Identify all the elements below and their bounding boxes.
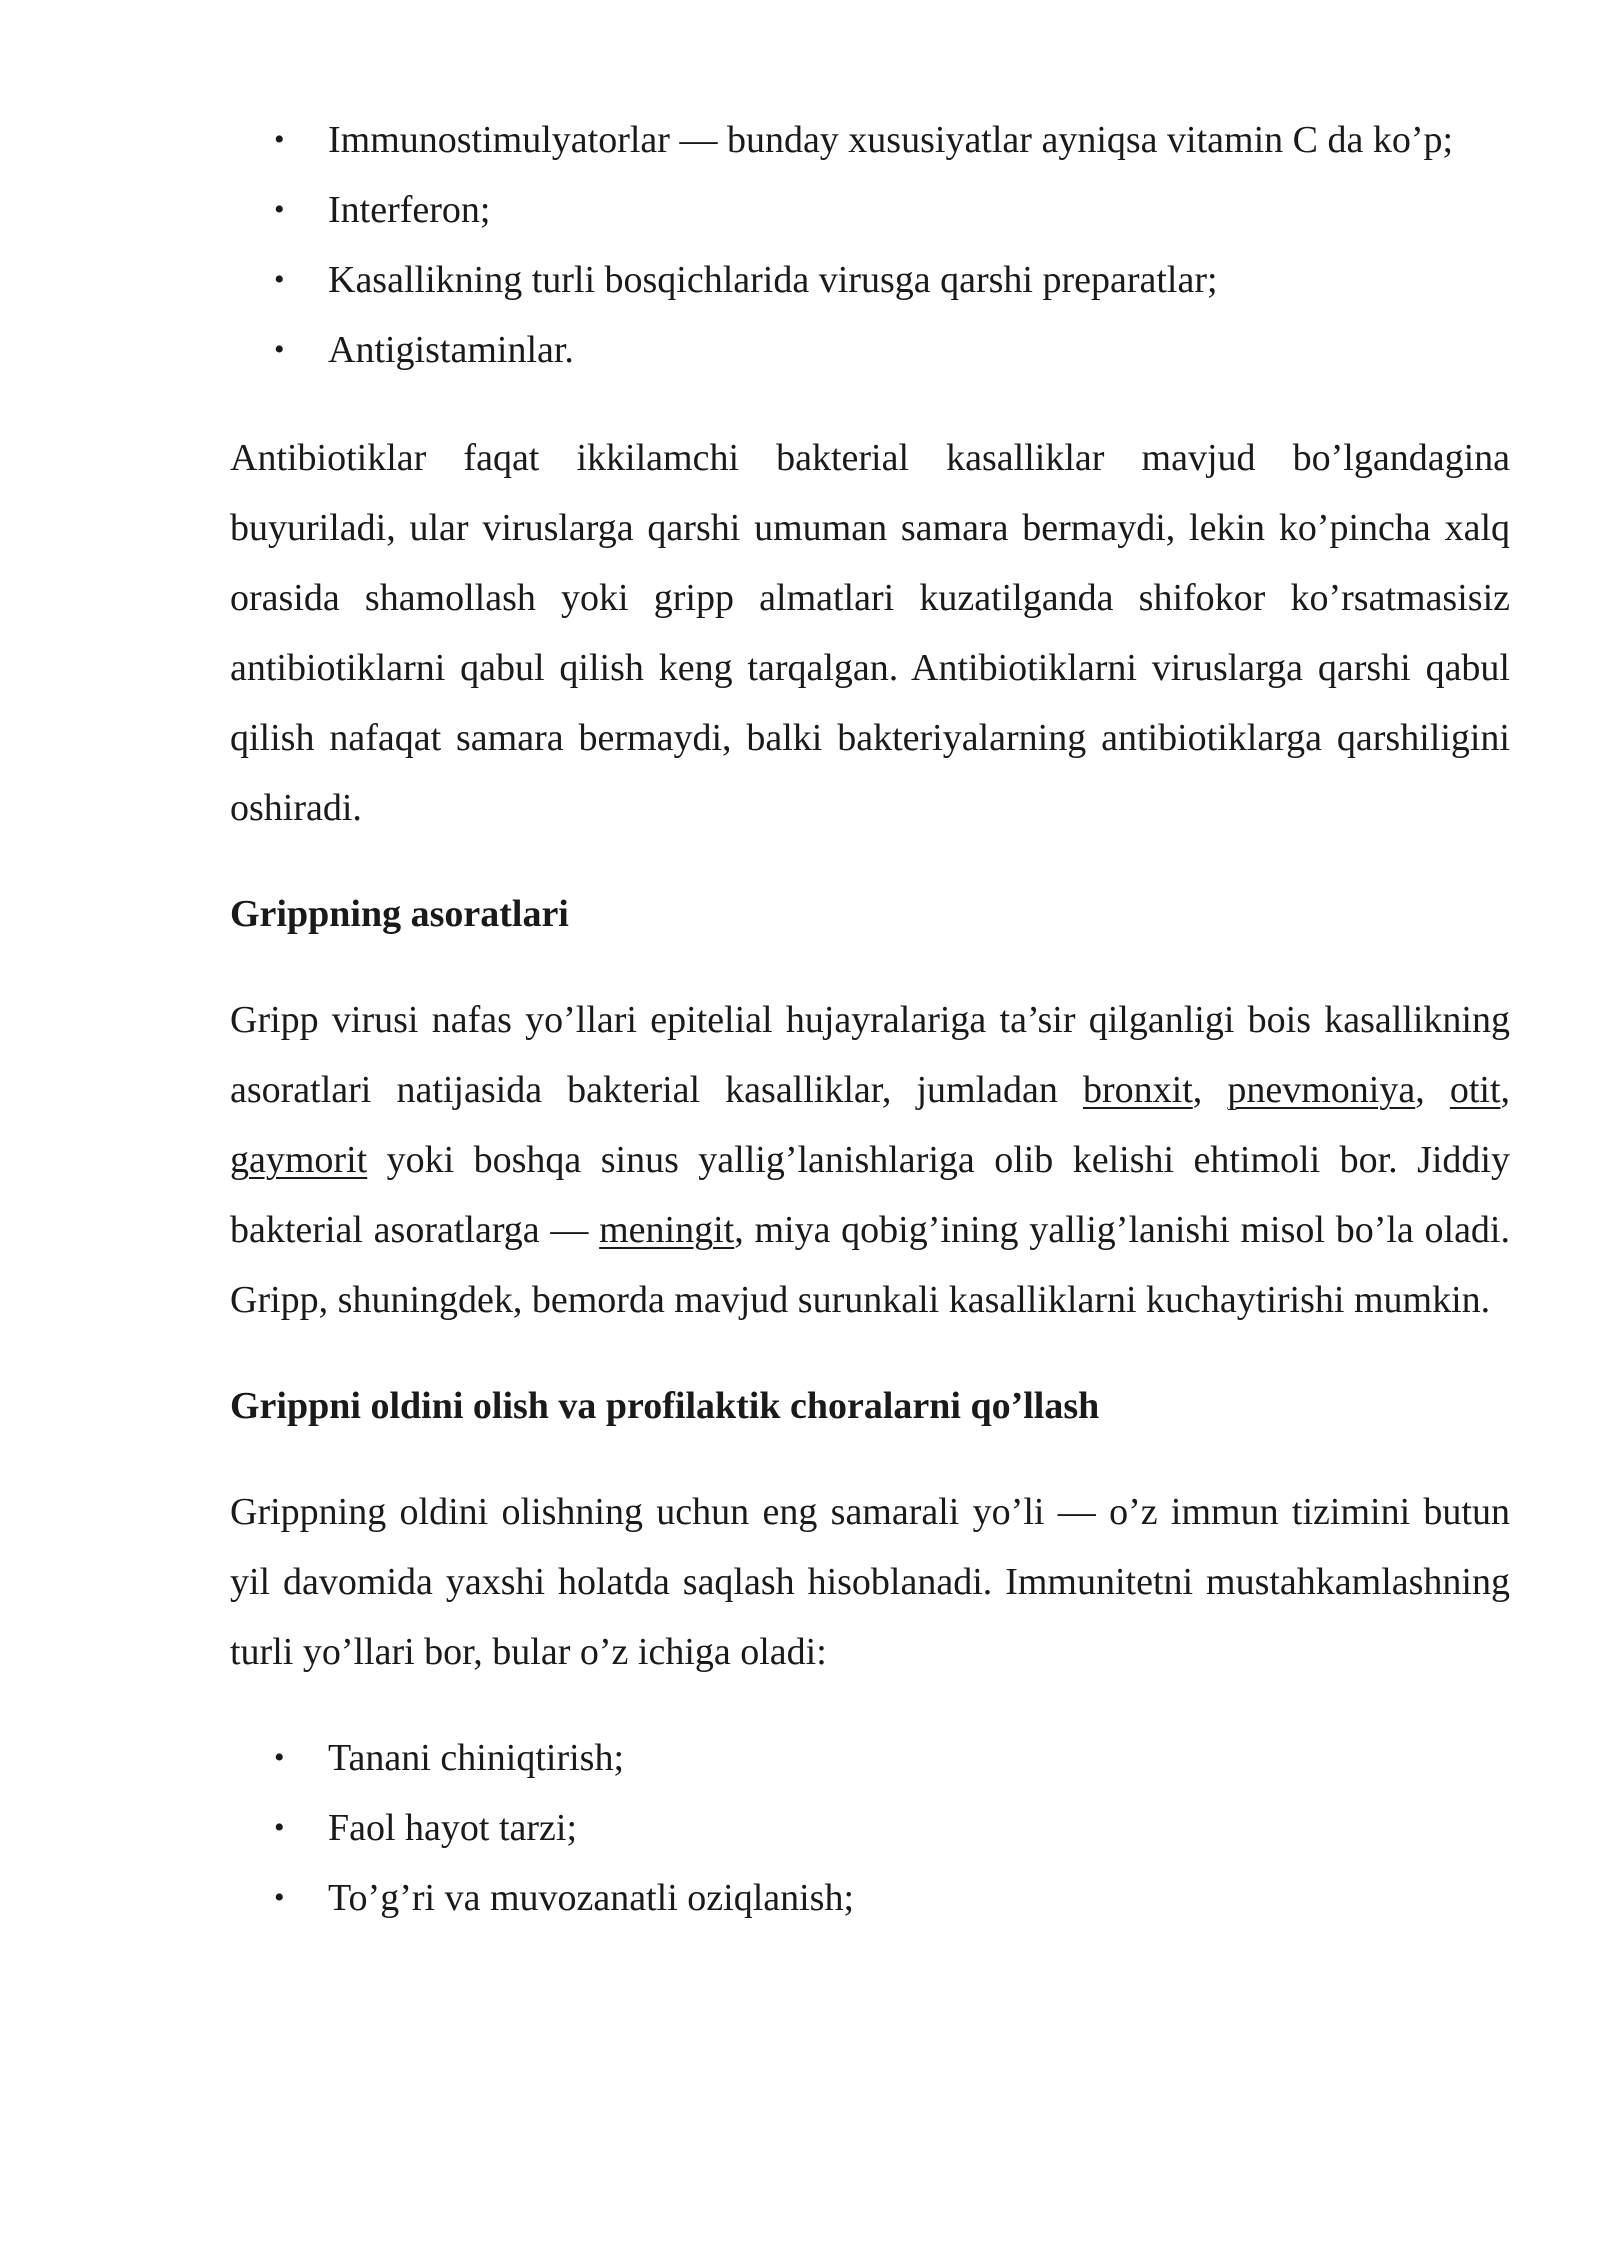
list-item: • Immunostimulyatorlar — bunday xususiyatlar ayniqsa vitamin C da ko’p; [230,105,1510,175]
link-gaymorit[interactable]: gaymorit [230,1139,368,1181]
bullet-icon: • [274,193,285,226]
list-item: • To’g’ri va muvozanatli oziqlanish; [230,1863,1510,1933]
bullet-icon: • [274,333,285,366]
complications-heading: Grippning asoratlari [230,893,569,935]
bullet-icon: • [274,263,285,296]
bullet-icon: • [274,1881,285,1914]
list-item: • Antigistaminlar. [230,315,1510,385]
prevention-heading: Grippni oldini olish va profilaktik choralarni qo’llash [230,1385,1100,1427]
list-item: • Kasallikning turli bosqichlarida virusga qarshi preparatlar; [230,245,1510,315]
bullet-icon: • [274,1741,285,1774]
complications-paragraph: Gripp virusi nafas yo’llari epitelial hujayralariga ta’sir qilganligi bois kasallikning asoratlari natijasida bakterial kasalliklar, jumladan bronxit, pnevmoniya, otit, gaymorit yoki boshqa sinus yallig’lanishlariga olib kelishi ehtimoli bor. Jiddiy bakterial asoratlarga — meningit, miya qobig’ining yallig’lanishi misol bo’la oladi. Gripp, shuningdek, bemorda mavjud surunkali kasalliklarni kuchaytirishi mumkin. [230,999,1511,1321]
bullet-icon: • [274,123,285,156]
list-item: • Interferon; [230,175,1510,245]
immunity-list [230,1723,1510,1933]
bullet-icon: • [274,1811,285,1844]
list-item: • Tanani chiniqtirish; [230,1723,1510,1793]
antibiotics-paragraph: Antibiotiklar faqat ikkilamchi bakterial kasalliklar mavjud bo’lgandagina buyuriladi, ular viruslarga qarshi umuman samara bermaydi, lekin ko’pincha xalq orasida shamollash yoki gripp almatlari kuzatilganda shifokor ko’rsatmasisiz antibiotiklarni qabul qilish keng tarqalgan. Antibiotiklarni viruslarga qarshi qabul qilish nafaqat samara bermaydi, balki bakteriyalarning antibiotiklarga qarshiligini oshiradi. [230,437,1510,829]
treatment-list [230,105,1510,385]
link-pnevmoniya[interactable]: pnevmoniya [1227,1069,1416,1111]
list-item: • Faol hayot tarzi; [230,1793,1510,1863]
link-otit[interactable]: otit [1449,1069,1501,1111]
document-page [230,105,1510,1933]
prevention-paragraph: Grippning oldini olishning uchun eng samarali yo’li — o’z immun tizimini butun yil davomida yaxshi holatda saqlash hisoblanadi. Immunitetni mustahkamlashning turli yo’llari bor, bular o’z ichiga oladi: [230,1491,1510,1673]
link-bronxit[interactable]: bronxit [1083,1069,1193,1111]
link-meningit[interactable]: meningit [599,1209,735,1251]
